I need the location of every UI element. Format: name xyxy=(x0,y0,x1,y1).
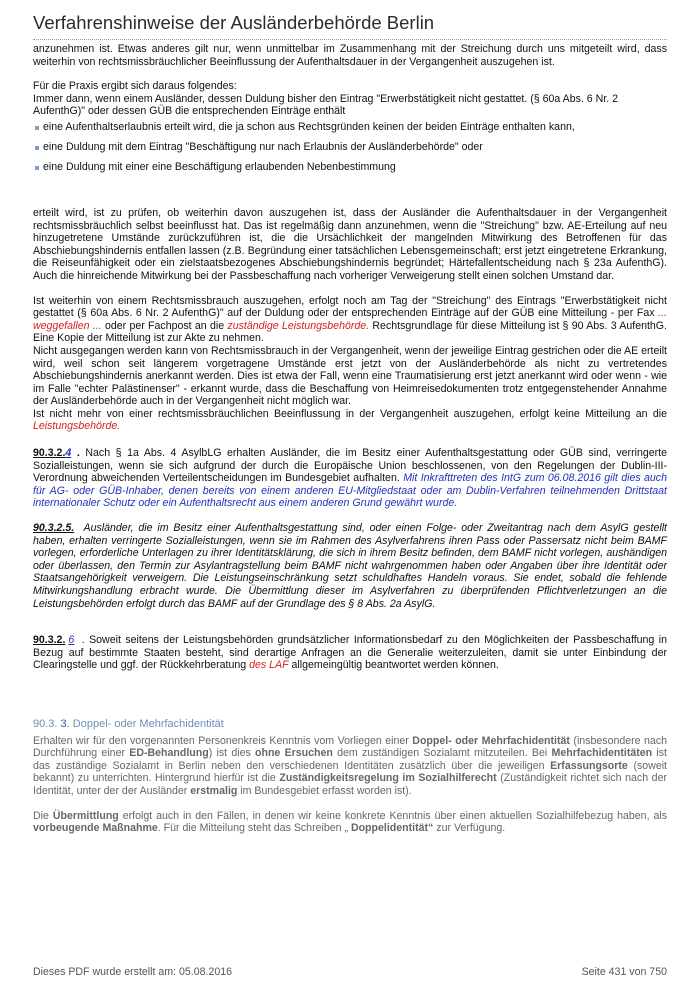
paragraph-erteilt: erteilt wird, ist zu prüfen, ob weiterhin davon auszugehen ist, dass der Ausländer die Aufenthaltsdauer in der Vergangenheit rechtsmissbräuchlich selbst beeinflusst hat. Das ist regelmäßig dann anzunehmen, wenn die "Streichung" bzw. AE-Erteilung auf neu hinzugetretene Umstände zurückzuführen ist, die die Ursächlichkeit der mangelnden Mitwirkung des Betroffenen für das Abschiebungshindernis entfallen lassen (z.B. Begründung einer tatsächlichen Lebensgemeinschaft; erst jetzt eingetretene Erkrankung, die Reiseunfähigkeit oder ein zielstaatsbezogenes Abschiebungshindernis begründet; Härtefallentscheidung nach § 23a AufenthG). Auch die hinreichende Mitwirkung bei der Passbeschaffung nach vorheriger Verweigerung stellt einen solchen Umstand dar. xyxy=(33,206,667,282)
section-number: 90.3.2. xyxy=(33,634,66,647)
paragraph-weiterhin: Ist weiterhin von einem Rechtsmissbrauch auszugehen, erfolgt noch am Tag der "Streichung" des Eintrags "Erwerbstätigkeit nicht gestattet (§ 60a Abs. 6 Nr. 2 AufenthG)" auf der Duldung oder der entsprechenden Einträge auf der GÜB eine Mitteilung - per Fax ... weggefallen ... oder per Fachpost an die zuständige Leistungsbehörde. Rechtsgrundlage für diese Mitteilung ist § 90 Abs. 3 AufenthG. Eine Kopie der Mitteilung ist zur Akte zu nehmen. xyxy=(33,294,667,345)
section-heading-doppelidentitaet: 90.3. 3. Doppel- oder Mehrfachidentität xyxy=(33,717,224,730)
list-item: eine Aufenthaltserlaubnis erteilt wird, die ja schon aus Rechtsgründen keinen der beiden Einträge enthalten kann, xyxy=(33,121,667,134)
doppelidentitaet-paragraph-1: Erhalten wir für den vorgenannten Personenkreis Kenntnis vom Vorliegen einer Doppel- oder Mehrfachidentität (insbesondere nach Durchführung einer ED-Behandlung) ist dies ohne Ersuchen dem zuständigen Sozialamt mitzuteilen. Bei Mehrfachidentitäten ist das zuständige Sozialamt in Berlin neben den verschiedenen Identitäten zusätzlich über die jeweiligen Erfassungsorte (soweit bekannt) zu unterrichten. Hintergrund hierfür ist die Zuständigkeitsregelung im Sozialhilferecht (Zuständigkeit richtet sich nach der Identität, unter der der Ausländer erstmalig im Bundesgebiet erfasst worden ist). xyxy=(33,734,668,797)
section-90-3-2-4: 90.3.2.4 . Nach § 1a Abs. 4 AsylbLG erhalten Ausländer, die im Besitz einer Aufenthaltsgestattung oder GÜB sind, verringerte Sozialleistungen, wenn sie sich aufgrund der durch die Europäische Union beschlossenen, von den Regelungen der Dublin-III-Verordnung abweichenden Verteilentscheidungen im Bundesgebiet aufhalten. Mit Inkrafttreten des IntG zum 06.08.2016 gilt dies auch für AG- oder GÜB-Inhaber, denen bereits von einem anderen EU-Mitgliedstaat oder am Dublin-Verfahren teilnehmenden Drittstaat internationaler Schutz oder ein Aufenthaltsrecht aus einem anderen Grund gewährt wurde. xyxy=(33,447,667,510)
list-item: eine Duldung mit einer eine Beschäftigung erlaubenden Nebenbestimmung xyxy=(33,161,667,174)
section-90-3-2-6: 90.3.2. 6 . Soweit seitens der Leistungsbehörden grundsätzlicher Informationsbedarf zu den Möglichkeiten der Passbeschaffung in Bezug auf bestimmte Staaten besteht, sind derartige Anfragen an die Generalie weiterzuleiten, damit sie unter Einbindung der Clearingstelle und ggf. der Rückkehrberatung des LAF allgemeingültig beantwortet werden können. xyxy=(33,634,667,672)
section-number: 90.3.2.4 xyxy=(33,447,72,460)
condition-list xyxy=(33,121,667,174)
page-title: Verfahrenshinweise der Ausländerbehörde Berlin xyxy=(33,12,667,40)
paragraph-nicht-ausgegangen: Nicht ausgegangen werden kann von Rechtsmissbrauch in der Vergangenheit, wenn der jeweilige Eintrag gestrichen oder die AE erteilt wird, weil schon seit längerem vorgetragene Umstände erst jetzt von der Ausländerbehörde als nicht zu vertretendes Abschiebungshindernis anerkannt werden. Dies ist etwa der Fall, wenn eine Traumatisierung erst jetzt anerkannt wird oder wenn - wie im Falle "echter Palästinenser" - erkannt wurde, dass die Beschaffung von Heimreisedokumenten trotz entgegenstehender Annahme der Ausländerbehörde auch in der Vergangenheit nicht möglich war. xyxy=(33,344,667,408)
practice-heading: Für die Praxis ergibt sich daraus folgendes: xyxy=(33,80,237,93)
footer-created-date: Dieses PDF wurde erstellt am: 05.08.2016 xyxy=(33,966,233,978)
paragraph-ist-nicht: Ist nicht mehr von einer rechtsmissbräuchlichen Beeinflussung in der Vergangenheit auszugehen, erfolgt keine Mitteilung an die Leistungsbehörde. xyxy=(33,407,667,433)
section-90-3-2-5: 90.3.2.5. Ausländer, die im Besitz einer Aufenthaltsgestattung sind, oder einen Folge- oder Zweitantrag nach dem AsylG gestellt haben, erhalten verringerte Sozialleistungen, wenn sie im Rahmen des Asylverfahrens ihren Pass oder Passersatz nicht beim BAMF vorlegen, erforderliche Unterlagen zu ihrer Identitätsklärung, die sich in ihrem Besitz befinden, dem BAMF nicht vorlegen, aushändigen oder überlassen, den Termin zur Asylantragstellung beim BAMF nicht wahrgenommen haben oder Angaben über ihre Identität oder Staatsangehörigkeit verweigern. Die Leistungseinschränkung setzt schuldhaftes Handeln voraus. Sie endet, sobald die fehlende Mitwirkungshandlung erbracht wurde. Die Übermittlung dieser im Asylverfahren zu überprüfenden Pflichtverletzungen an die Leistungsbehörden erfolgt durch das BAMF auf der Grundlage des § 8 Abs. 2a AsylG. xyxy=(33,522,667,610)
practice-paragraph: Immer dann, wenn einem Ausländer, dessen Duldung bisher den Eintrag "Erwerbstätigkeit nicht gestattet. (§ 60a Abs. 6 Nr. 2 AufenthG)" oder dessen GÜB die entsprechenden Einträge enthält xyxy=(33,92,618,118)
intro-paragraph: anzunehmen ist. Etwas anderes gilt nur, wenn unmittelbar im Zusammenhang mit der Streichung durch uns mitgeteilt wird, dass weiterhin von rechtsmissbräuchlicher Beeinflussung der Aufenthaltsdauer in der Vergangenheit auszugehen ist. xyxy=(33,43,667,68)
document-page xyxy=(33,0,667,835)
list-item: eine Duldung mit dem Eintrag "Beschäftigung nur nach Erlaubnis der Ausländerbehörde" oder xyxy=(33,141,667,154)
page-footer xyxy=(33,966,667,978)
footer-page-number: Seite 431 von 750 xyxy=(581,966,667,978)
doppelidentitaet-paragraph-2: Die Übermittlung erfolgt auch in den Fällen, in denen wir keine konkrete Kenntnis über einen aktuellen Sozialhilfebezug haben, als vorbeugende Maßnahme. Für die Mitteilung steht das Schreiben „ Doppelidentität“ zur Verfügung. xyxy=(33,809,667,835)
section-number: 90.3.2.5. xyxy=(33,522,75,535)
document-body xyxy=(33,43,667,835)
